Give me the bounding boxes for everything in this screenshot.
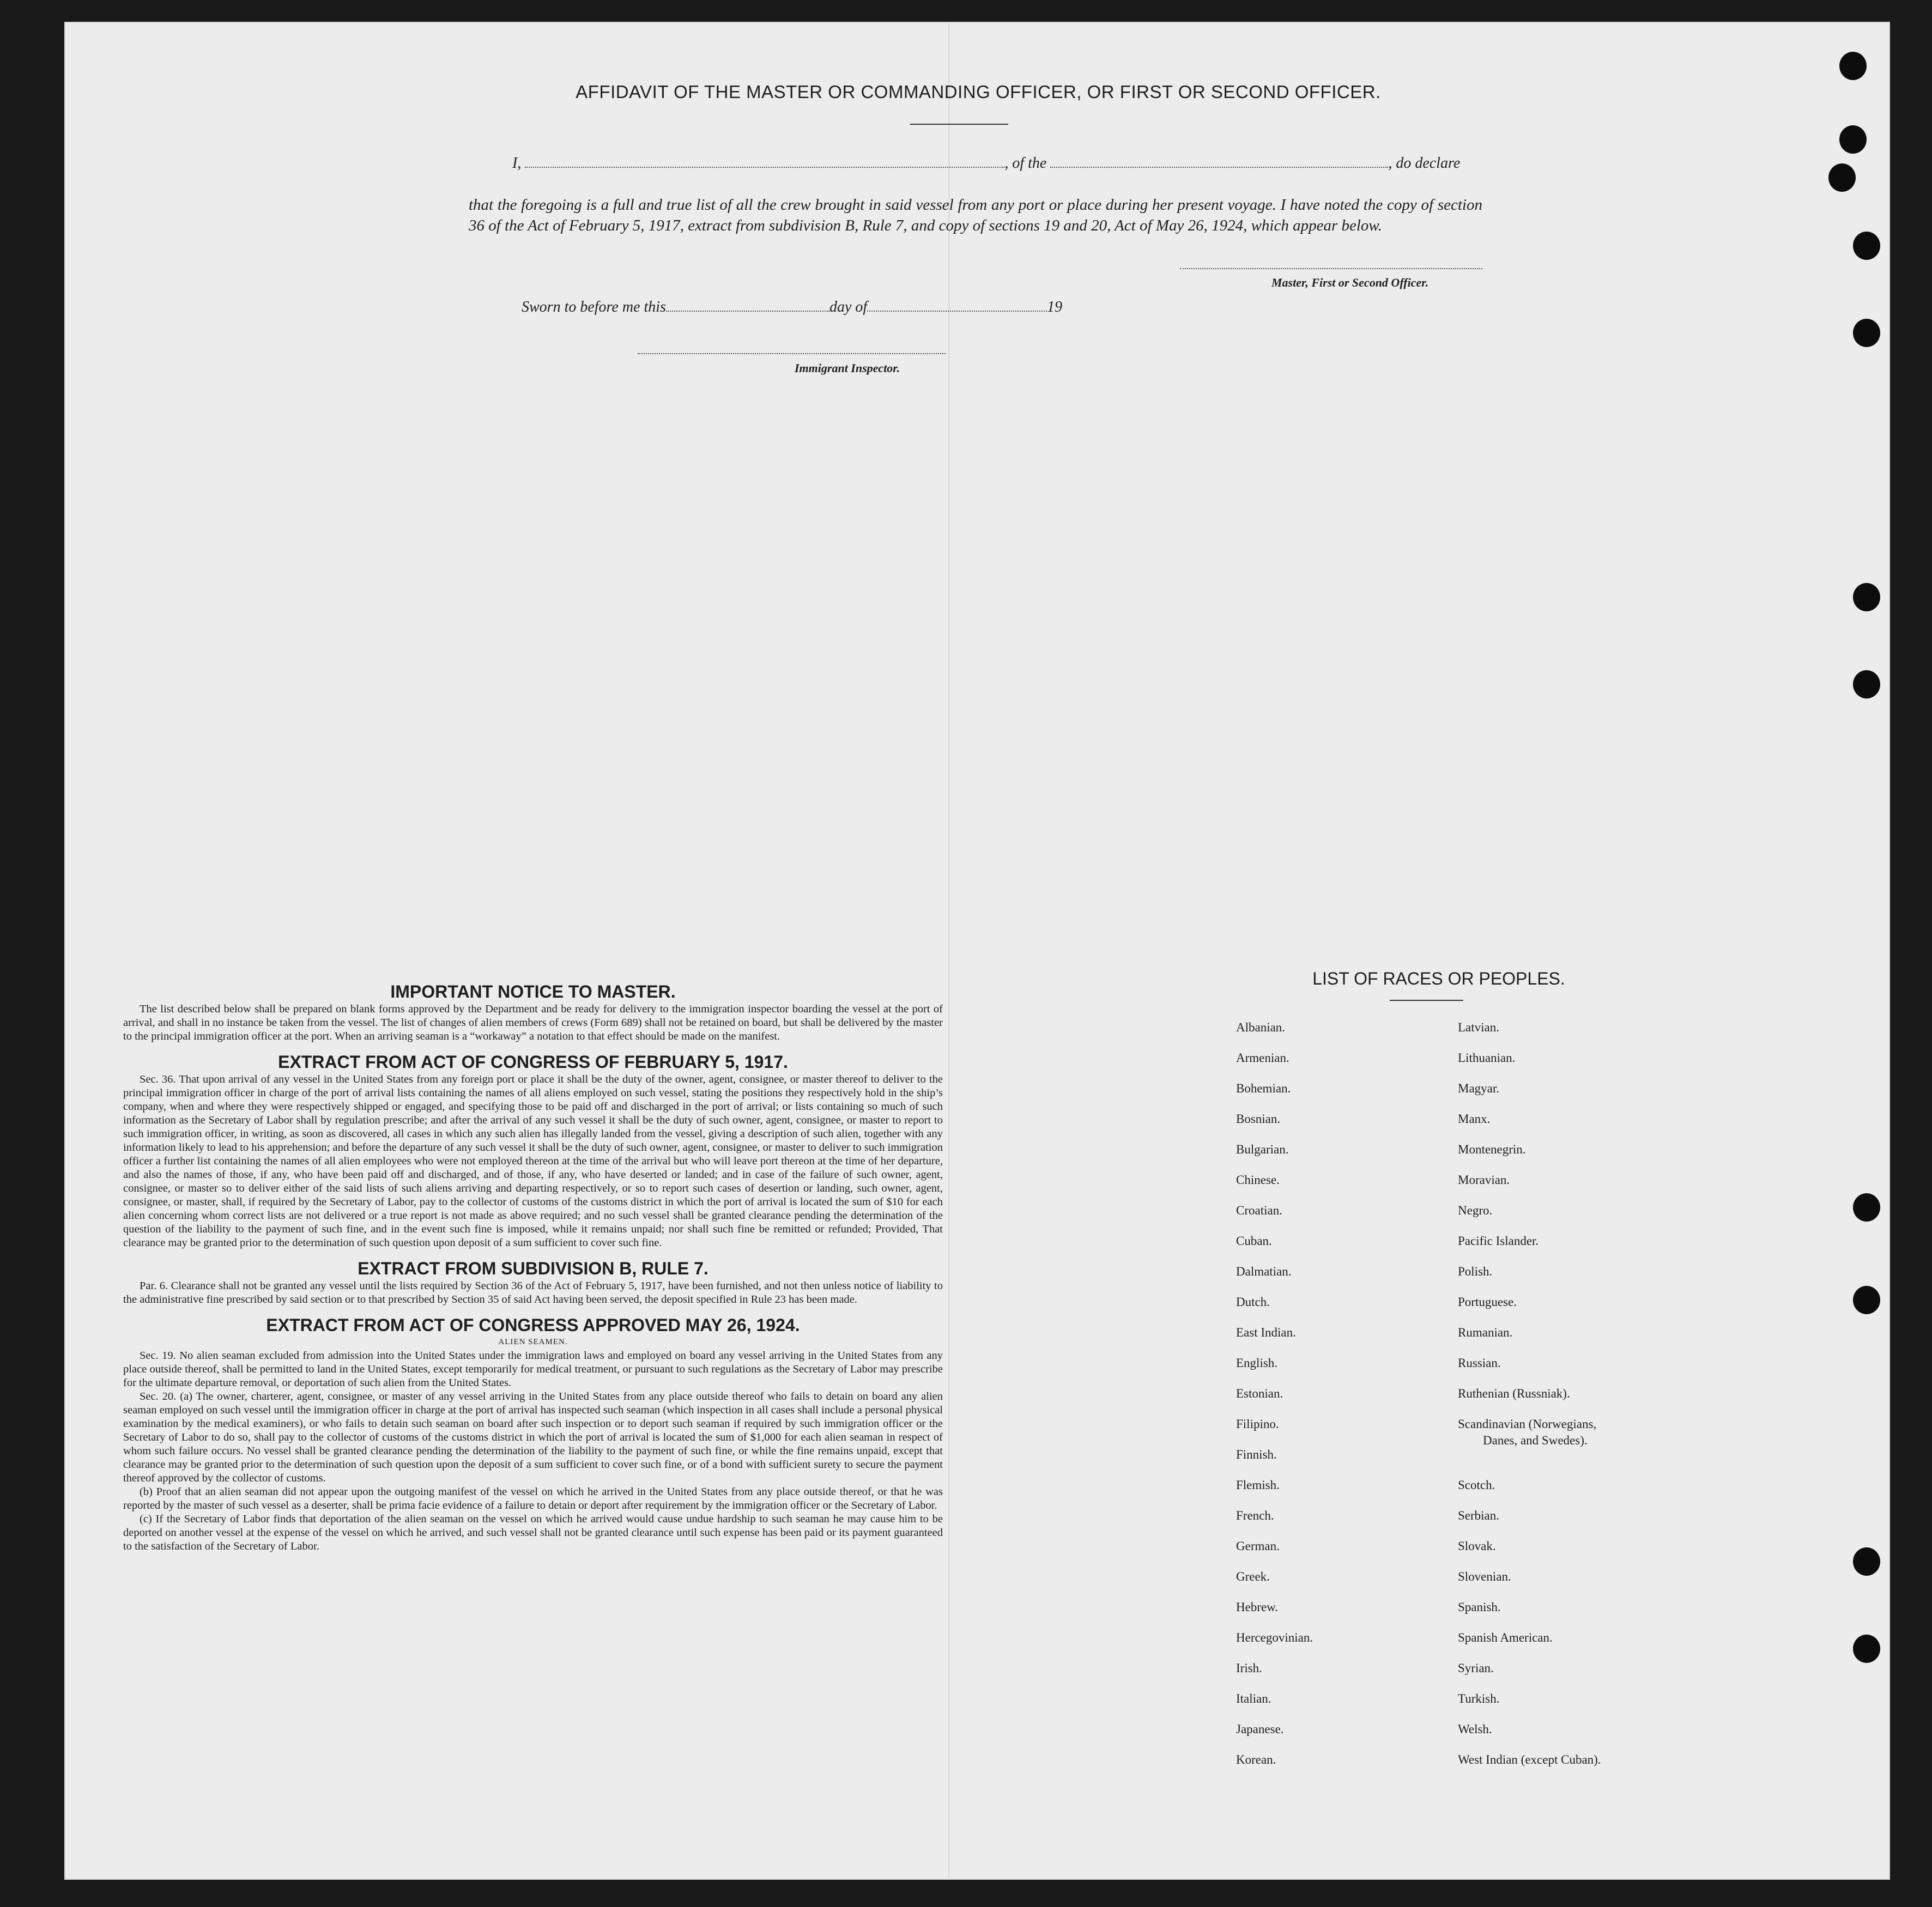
punch-hole bbox=[1853, 1547, 1880, 1576]
list-item: Bohemian. bbox=[1236, 1082, 1291, 1095]
list-item: Magyar. bbox=[1458, 1082, 1500, 1095]
name-blank[interactable] bbox=[525, 155, 1004, 168]
list-item-scandinavian bbox=[1458, 1409, 1676, 1470]
list-item: Finnish. bbox=[1236, 1448, 1277, 1461]
punch-hole bbox=[1853, 1193, 1880, 1222]
punch-hole bbox=[1853, 319, 1880, 347]
list-item: Korean. bbox=[1236, 1753, 1276, 1766]
extract-rule7-title: EXTRACT FROM SUBDIVISION B, RULE 7. bbox=[358, 1259, 708, 1278]
list-item: Welsh. bbox=[1458, 1722, 1492, 1736]
list-item: Latvian. bbox=[1458, 1021, 1499, 1034]
list-item: Turkish. bbox=[1458, 1692, 1500, 1705]
master-signature-line[interactable] bbox=[1180, 268, 1482, 269]
sworn-date-blank[interactable] bbox=[666, 299, 829, 312]
list-item: Greek. bbox=[1236, 1570, 1270, 1583]
sec-19: Sec. 19. No alien seaman excluded from admission into the United States under the immigration laws and employed on board any vessel arriving in the United States from any place outside thereof, shall be permitted to land in the United States, except temporarily for medical treatment, or pursuant to such regulations as the Secretary of Labor may prescribe for the ultimate departure removal, or deportation of such alien from the United States. bbox=[123, 1350, 943, 1389]
races-list-right bbox=[1458, 1012, 1676, 1775]
list-item: Portuguese. bbox=[1458, 1295, 1517, 1309]
scandinavian-line-2: Danes, and Swedes). bbox=[1483, 1434, 1588, 1447]
sec-20c: (c) If the Secretary of Labor finds that deportation of the alien seaman on the vessel on which he arrived would cause undue hardship to such seaman he may cause him to be deported on another vessel at the expense of the vessel on which he arrived, and such vessel shall not be granted clearance until such expense has been paid or its payment guaranteed to the satisfaction of the Secretary of Labor. bbox=[123, 1513, 943, 1552]
list-item: Polish. bbox=[1458, 1265, 1493, 1278]
punch-hole bbox=[1839, 125, 1867, 154]
list-item: Slovak. bbox=[1458, 1539, 1496, 1553]
list-item: Lithuanian. bbox=[1458, 1051, 1516, 1065]
list-item: Spanish American. bbox=[1458, 1631, 1553, 1644]
list-item: Russian. bbox=[1458, 1356, 1501, 1370]
master-label: Master, First or Second Officer. bbox=[1271, 276, 1429, 289]
sec-20a: Sec. 20. (a) The owner, charterer, agent, consignee, or master of any vessel arriving in the United States from any place outside thereof who fails to detain on board any alien seaman employed on such vessel until the immigration officer in charge at the port of arrival has inspected such seaman (which inspection in all cases shall include a personal physical examination by the medical examiners), or who fails to detain such seaman on board after such inspection or to deport such seaman if required by such immigration officer or the Secretary of Labor to do so, shall pay to the collector of customs of the customs district in which the port of arrival is located the sum of $1,000 for each alien seaman in respect of whom such failure occurs. No vessel shall be granted clearance pending the determination of the liability to the payment of such fine, or while the fine remains unpaid, except that clearance may be granted prior to the determination of such question upon the deposit of a sum sufficient to cover such fine, or of a bond with sufficient surety to secure the payment thereof approved by the collector of customs. bbox=[123, 1390, 943, 1484]
i-label: I, bbox=[512, 155, 522, 172]
list-item: Cuban. bbox=[1236, 1234, 1272, 1248]
list-item: Dutch. bbox=[1236, 1295, 1270, 1309]
affidavit-paragraph: that the foregoing is a full and true list of all the crew brought in said vessel from any port or place during her present voyage. I have noted the copy of section 36 of the Act of February 5, 1917, extract from subdivision B, Rule 7, and copy of sections 19 and 20, Act of May 26, 1924, which appear below. bbox=[469, 196, 1482, 234]
list-item: Slovenian. bbox=[1458, 1570, 1511, 1583]
title-divider bbox=[910, 124, 1008, 125]
races-title: LIST OF RACES OR PEOPLES. bbox=[1312, 969, 1565, 988]
sec-20b: (b) Proof that an alien seaman did not appear upon the outgoing manifest of the vessel on which he arrived in the United States from any place outside thereof, or that he was reported by the master of such vessel as a deserter, shall be prima facie evidence of a failure to detain or deport after requirement by the immigration officer or the Secretary of Labor. bbox=[123, 1486, 943, 1511]
list-item: Chinese. bbox=[1236, 1173, 1280, 1187]
list-item: Armenian. bbox=[1236, 1051, 1289, 1065]
alien-seamen-subtitle: ALIEN SEAMEN. bbox=[498, 1338, 568, 1346]
list-item: Italian. bbox=[1236, 1692, 1271, 1705]
of-the-label: , of the bbox=[1004, 155, 1047, 172]
list-item: Bulgarian. bbox=[1236, 1143, 1289, 1156]
list-item: Pacific Islander. bbox=[1458, 1234, 1539, 1248]
list-item: Scotch. bbox=[1458, 1478, 1495, 1492]
punch-hole bbox=[1853, 232, 1880, 260]
list-item: Moravian. bbox=[1458, 1173, 1510, 1187]
punch-hole bbox=[1853, 1286, 1880, 1314]
declaration-line bbox=[512, 155, 1460, 172]
list-item: Irish. bbox=[1236, 1661, 1262, 1675]
punch-hole bbox=[1839, 52, 1867, 80]
day-of-label: day of bbox=[829, 299, 868, 315]
vessel-blank[interactable] bbox=[1050, 155, 1388, 168]
list-item: French. bbox=[1236, 1509, 1274, 1522]
list-item: Estonian. bbox=[1236, 1387, 1283, 1400]
inspector-label: Immigrant Inspector. bbox=[795, 361, 900, 375]
punch-hole bbox=[1828, 163, 1856, 192]
list-item: Negro. bbox=[1458, 1204, 1493, 1217]
list-item: Filipino. bbox=[1236, 1417, 1279, 1431]
scandinavian-line-1: Scandinavian (Norwegians, bbox=[1458, 1417, 1597, 1431]
punch-hole bbox=[1853, 583, 1880, 611]
declare-label: , do declare bbox=[1388, 155, 1461, 172]
list-item: Syrian. bbox=[1458, 1661, 1494, 1675]
inspector-signature-line[interactable] bbox=[638, 353, 946, 354]
list-item: Flemish. bbox=[1236, 1478, 1280, 1492]
list-item: East Indian. bbox=[1236, 1326, 1296, 1339]
sworn-line bbox=[522, 299, 1062, 316]
year-label: 19 bbox=[1047, 299, 1063, 315]
extract-1917-body: Sec. 36. That upon arrival of any vessel in the United States from any foreign port or place it shall be the duty of the owner, agent, consignee, or master thereof to deliver to the principal immigration officer in charge of the port of arrival lists containing the names of all aliens employed on such vessel, stating the positions they respectively hold in the ship’s company, when and where they were respectively shipped or engaged, and specifying those to be paid off and discharged in the port of arrival; or lists containing so much of such information as the Secretary of Labor shall by regulation prescribe; and after the arrival of any such vessel it shall be the duty of such owner, agent, consignee, or master to report to such immigration officer, in writing, as soon as discovered, all cases in which any such alien has illegally landed from the vessel, giving a description of such alien, together with any information likely to lead to his apprehension; and before the departure of any such vessel it shall be the duty of such owner, agent, consignee, or master to deliver to such immigration officer a further list containing the names of all alien employees who were not employed thereon at the time of the arrival but who will leave port thereon at the time of her departure, and also the names of those, if any, who have been paid off and discharged, and of those, if any, who have deserted or landed; and in case of the failure of such owner, agent, consignee, or master so to deliver either of the said lists of such aliens arriving and departing respectively, or so to report such cases of desertion or landing, such owner, agent, consignee, or master, shall, if required by the Secretary of Labor, pay to the collector of customs of the customs district in which the port of arrival is located the sum of $10 for each alien concerning whom correct lists are not delivered or a true report is not made as above required; and no such vessel shall be granted clearance pending the determination of the question of the liability to the payment of such fine, and in the event such fine is imposed, while it remains unpaid; nor shall such fine be remitted or refunded; Provided, That clearance may be granted prior to the determination of such question upon deposit of a sum sufficient to cover such fine. bbox=[123, 1073, 943, 1249]
list-item: Ruthenian (Russniak). bbox=[1458, 1387, 1570, 1400]
punch-hole bbox=[1853, 1635, 1880, 1663]
list-item: Dalmatian. bbox=[1236, 1265, 1292, 1278]
list-item: Croatian. bbox=[1236, 1204, 1282, 1217]
notice-body: The list described below shall be prepared on blank forms approved by the Department and be ready for delivery to the immigration inspector boarding the vessel at the port of arrival, and shall in no instance be taken from the vessel. The list of changes of alien members of crews (Form 689) shall not be retained on board, but shall be delivered by the master to the principal immigration officer at the port. When an arriving seaman is a “workaway” a notation to that effect should be made on the manifest. bbox=[123, 1003, 943, 1042]
notice-title: IMPORTANT NOTICE TO MASTER. bbox=[390, 982, 676, 1001]
list-item: English. bbox=[1236, 1356, 1278, 1370]
extract-rule7-body: Par. 6. Clearance shall not be granted any vessel until the lists required by Section 36 of the Act of February 5, 1917, have been furnished, and not then unless notice of liability to the administrative fine prescribed by said section or to that prescribed by Section 35 of said Act having been served, the deposit specified in Rule 23 has been made. bbox=[123, 1280, 943, 1305]
races-list-left bbox=[1236, 1012, 1454, 1775]
punch-hole bbox=[1853, 670, 1880, 699]
affidavit-title: AFFIDAVIT OF THE MASTER OR COMMANDING OFFICER, OR FIRST OR SECOND OFFICER. bbox=[576, 82, 1381, 102]
extract-1924-title: EXTRACT FROM ACT OF CONGRESS APPROVED MAY 26, 1924. bbox=[266, 1315, 800, 1335]
notices-section bbox=[123, 981, 943, 1553]
list-item: Montenegrin. bbox=[1458, 1143, 1526, 1156]
list-item: Serbian. bbox=[1458, 1509, 1500, 1522]
races-divider bbox=[1390, 1000, 1463, 1001]
extract-1917-title: EXTRACT FROM ACT OF CONGRESS OF FEBRUARY 5, 1917. bbox=[278, 1052, 788, 1072]
month-blank[interactable] bbox=[867, 299, 1047, 312]
list-item: West Indian (except Cuban). bbox=[1458, 1753, 1601, 1766]
list-item: Japanese. bbox=[1236, 1722, 1284, 1736]
list-item: Spanish. bbox=[1458, 1600, 1501, 1614]
list-item: Bosnian. bbox=[1236, 1112, 1281, 1126]
list-item: German. bbox=[1236, 1539, 1280, 1553]
sworn-label: Sworn to before me this bbox=[522, 299, 666, 315]
list-item: Manx. bbox=[1458, 1112, 1491, 1126]
list-item: Rumanian. bbox=[1458, 1326, 1513, 1339]
list-item: Albanian. bbox=[1236, 1021, 1286, 1034]
list-item: Hebrew. bbox=[1236, 1600, 1279, 1614]
list-item: Hercegovinian. bbox=[1236, 1631, 1313, 1644]
